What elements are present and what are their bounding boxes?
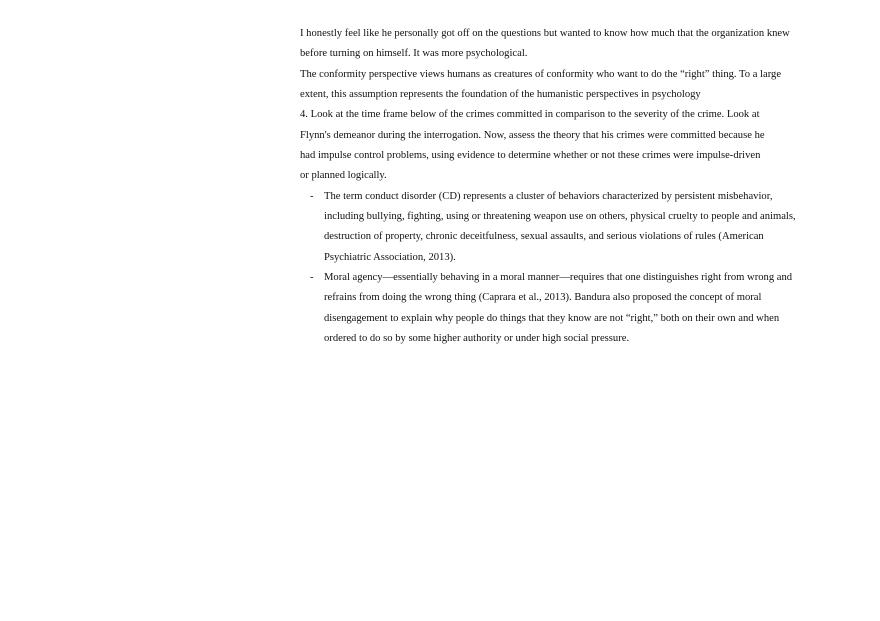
text-line: including bullying, fighting, using or threatening weapon use on others, physical cruelty to people and animals, bbox=[324, 211, 796, 223]
text-line: disengagement to explain why people do things that they know are not “right,” both on their own and when bbox=[324, 312, 780, 324]
text-line: Moral agency—essentially behaving in a moral manner—requires that one distinguishes right from wrong and bbox=[324, 272, 793, 284]
text-line: or planned logically. bbox=[300, 170, 387, 182]
text-line: before turning on himself. It was more psychological. bbox=[300, 48, 528, 60]
bullet-dash-marker: - bbox=[310, 272, 314, 284]
bullet-list bbox=[300, 187, 810, 350]
paragraph-question-4 bbox=[300, 105, 810, 186]
text-line: extent, this assumption represents the foundation of the humanistic perspectives in psychology bbox=[300, 89, 701, 101]
text-line: had impulse control problems, using evidence to determine whether or not these crimes were impulse-driven bbox=[300, 150, 761, 162]
text-line: The term conduct disorder (CD) represents a cluster of behaviors characterized by persistent misbehavior, bbox=[324, 190, 773, 202]
text-line: destruction of property, chronic deceitfulness, sexual assaults, and serious violations of rules (American bbox=[324, 231, 764, 243]
text-line: Flynn's demeanor during the interrogation. Now, assess the theory that his crimes were committed because he bbox=[300, 129, 765, 141]
document-page bbox=[300, 24, 810, 350]
paragraph-opinion bbox=[300, 24, 810, 65]
text-line: Psychiatric Association, 2013). bbox=[324, 251, 456, 263]
text-line: I honestly feel like he personally got off on the questions but wanted to know how much that the organization knew bbox=[300, 28, 790, 39]
text-line: refrains from doing the wrong thing (Caprara et al., 2013). Bandura also proposed the concept of moral bbox=[324, 292, 762, 304]
text-line: ordered to do so by some higher authority or under high social pressure. bbox=[324, 333, 630, 345]
bullet-dash-marker: - bbox=[310, 190, 314, 202]
bullet-item-conduct-disorder bbox=[300, 187, 810, 268]
text-line: 4. Look at the time frame below of the crimes committed in comparison to the severity of the crime. Look at bbox=[300, 109, 760, 121]
text-line: The conformity perspective views humans as creatures of conformity who want to do the “right” thing. To a large bbox=[300, 68, 782, 80]
paragraph-conformity bbox=[300, 65, 810, 106]
bullet-item-moral-agency bbox=[300, 268, 810, 349]
